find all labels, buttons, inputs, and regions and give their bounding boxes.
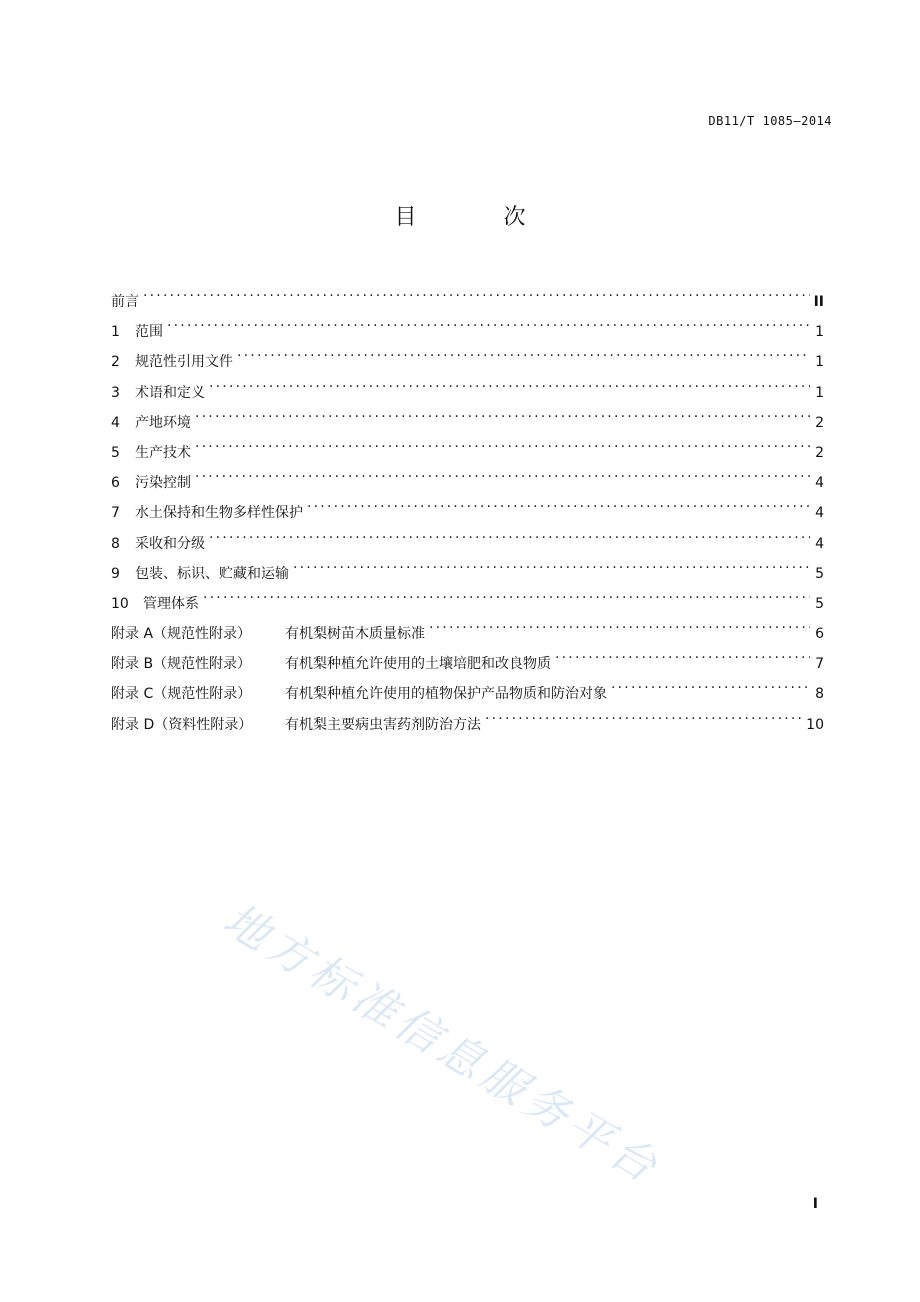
toc-entry-title: 范围 — [135, 324, 163, 341]
toc-entry-number: 1 — [111, 324, 120, 341]
toc-entry-title: 污染控制 — [135, 475, 191, 492]
toc-entry-number: 3 — [111, 384, 120, 401]
toc-entry-number: 9 — [111, 565, 120, 582]
toc-entry-number: 2 — [111, 354, 120, 371]
page-number: I — [812, 1196, 818, 1212]
appendix-title: 有机梨主要病虫害药剂防治方法 — [285, 716, 481, 733]
toc-entry-title: 前言 — [111, 294, 139, 310]
toc-entry-9[interactable] — [111, 548, 824, 582]
toc-leader-dots — [611, 668, 810, 698]
toc-entry-title: 产地环境 — [135, 414, 191, 431]
toc-entry-page: 1 — [815, 354, 824, 371]
toc-leader-dots — [237, 336, 810, 366]
toc-leader-dots — [195, 427, 810, 457]
toc-entry-page: 4 — [815, 475, 824, 492]
toc-entry-6[interactable] — [111, 457, 824, 492]
document-code: DB11/T 1085—2014 — [708, 114, 832, 128]
toc-leader-dots — [195, 457, 810, 487]
toc-entry-title: 生产技术 — [135, 444, 191, 461]
toc-entry-7[interactable] — [111, 487, 824, 522]
toc-leader-dots — [555, 638, 810, 668]
toc-entry-2[interactable] — [111, 336, 824, 371]
toc-leader-dots — [485, 699, 802, 729]
toc-leader-dots — [167, 306, 810, 336]
toc-entry-page: 2 — [815, 444, 824, 461]
toc-leader-dots — [209, 518, 810, 548]
toc-entry-title: 规范性引用文件 — [135, 354, 233, 371]
toc-entry-number: 5 — [111, 444, 120, 461]
toc-entry-page: 2 — [815, 414, 824, 431]
toc-entry-title: 水土保持和生物多样性保护 — [135, 505, 303, 522]
toc-entry-number: 6 — [111, 475, 120, 492]
toc-entry-title: 术语和定义 — [135, 384, 205, 401]
toc-appendix-a[interactable] — [111, 608, 824, 643]
appendix-title: 有机梨种植允许使用的植物保护产品物质和防治对象 — [285, 686, 607, 703]
toc-entry-page: 1 — [815, 384, 824, 401]
toc-entry-page: II — [813, 294, 824, 310]
appendix-label: 附录 D（资料性附录） — [111, 716, 253, 733]
toc-entry-title: 管理体系 — [143, 595, 199, 612]
toc-entry-number: 4 — [111, 414, 120, 431]
page-title: 目 次 — [394, 205, 566, 230]
toc-entry-title: 包装、标识、贮藏和运输 — [135, 565, 289, 582]
toc-entry-page: 5 — [815, 595, 824, 612]
toc-entry-page: 10 — [806, 716, 824, 733]
toc-leader-dots — [429, 608, 810, 638]
toc-entry-page: 4 — [815, 505, 824, 522]
toc-leader-dots — [195, 397, 810, 427]
toc-entry-1[interactable] — [111, 306, 824, 341]
appendix-title: 有机梨树苗木质量标准 — [285, 626, 425, 643]
appendix-label: 附录 C（规范性附录） — [111, 686, 252, 703]
toc-entry-10[interactable] — [111, 578, 824, 612]
toc-entry-page: 4 — [815, 535, 824, 552]
toc-entry-4[interactable] — [111, 397, 824, 431]
toc-leader-dots — [203, 578, 810, 608]
appendix-label: 附录 B（规范性附录） — [111, 656, 252, 673]
toc-entry-page: 7 — [815, 656, 824, 673]
appendix-label: 附录 A（规范性附录） — [111, 626, 252, 643]
toc-entry-page: 6 — [815, 626, 824, 643]
toc-entry-5[interactable] — [111, 427, 824, 461]
watermark-text: 地方标准信息服务平台 — [214, 893, 670, 1196]
table-of-contents — [111, 276, 824, 733]
toc-entry-number: 8 — [111, 535, 120, 552]
toc-leader-dots — [293, 548, 810, 578]
toc-entry-number: 7 — [111, 505, 120, 522]
toc-entry-foreword[interactable] — [111, 276, 824, 310]
toc-entry-8[interactable] — [111, 518, 824, 552]
toc-entry-number: 10 — [111, 595, 129, 612]
toc-leader-dots — [209, 367, 810, 397]
toc-entry-title: 采收和分级 — [135, 535, 205, 552]
toc-entry-page: 8 — [815, 686, 824, 703]
toc-leader-dots — [307, 487, 810, 517]
toc-entry-page: 5 — [815, 565, 824, 582]
appendix-title: 有机梨种植允许使用的土壤培肥和改良物质 — [285, 656, 551, 673]
toc-entry-3[interactable] — [111, 367, 824, 401]
toc-leader-dots — [143, 276, 810, 306]
toc-entry-page: 1 — [815, 324, 824, 341]
